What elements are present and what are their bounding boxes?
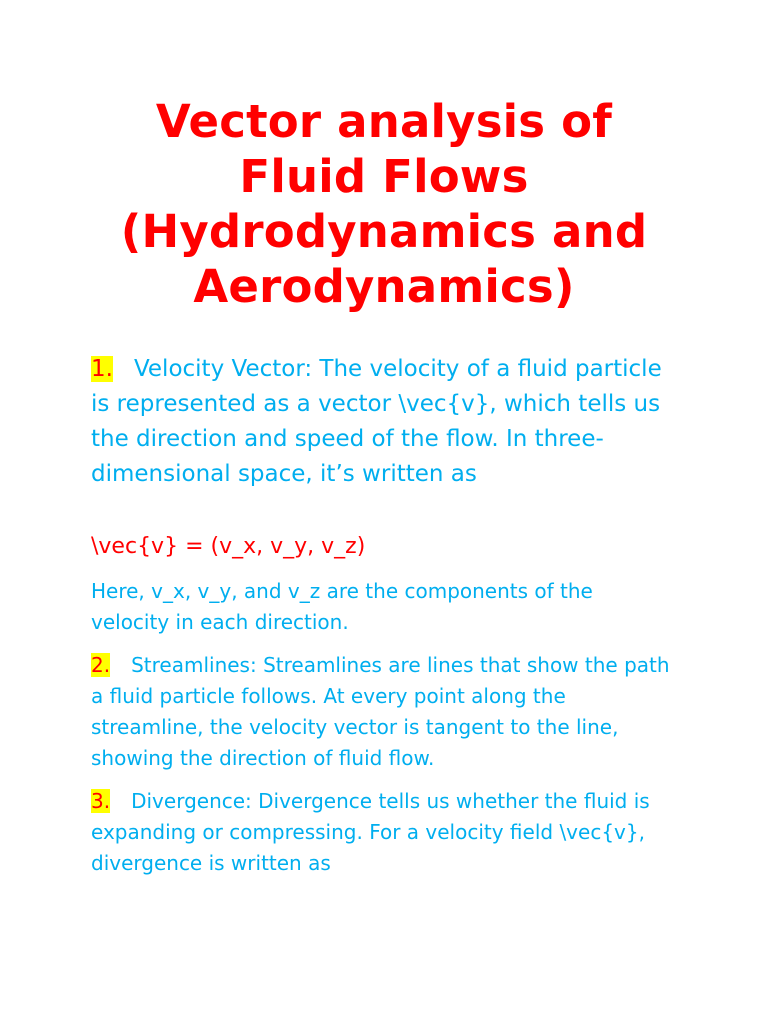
list-number-highlight: 2. [91, 653, 111, 677]
list-item-velocity-vector [91, 352, 677, 492]
list-number-highlight: 3. [91, 789, 111, 813]
list-item-text: Velocity Vector: The velocity of a fluid particle is represented as a vector \vec{v}, which tells us the direction and speed of the flow. In three-dimensional space, it’s written as [91, 356, 662, 487]
list-item-streamlines [91, 650, 677, 774]
document-title: Vector analysis of Fluid Flows (Hydrodynamics and Aerodynamics) [120, 95, 648, 313]
list-item-text: Divergence: Divergence tells us whether the fluid is expanding or compressing. For a velocity field \vec{v}, divergence is written as [91, 789, 650, 875]
list-item-divergence [91, 786, 677, 879]
velocity-formula: \vec{v} = (v_x, v_y, v_z) [91, 534, 366, 559]
list-number-highlight: 1. [91, 356, 113, 382]
components-note: Here, v_x, v_y, and v_z are the components of the velocity in each direction. [91, 579, 593, 634]
list-item-text: Streamlines: Streamlines are lines that show the path a fluid particle follows. At every point along the streamline, the velocity vector is tangent to the line, showing the direction of fluid flow. [91, 653, 670, 770]
